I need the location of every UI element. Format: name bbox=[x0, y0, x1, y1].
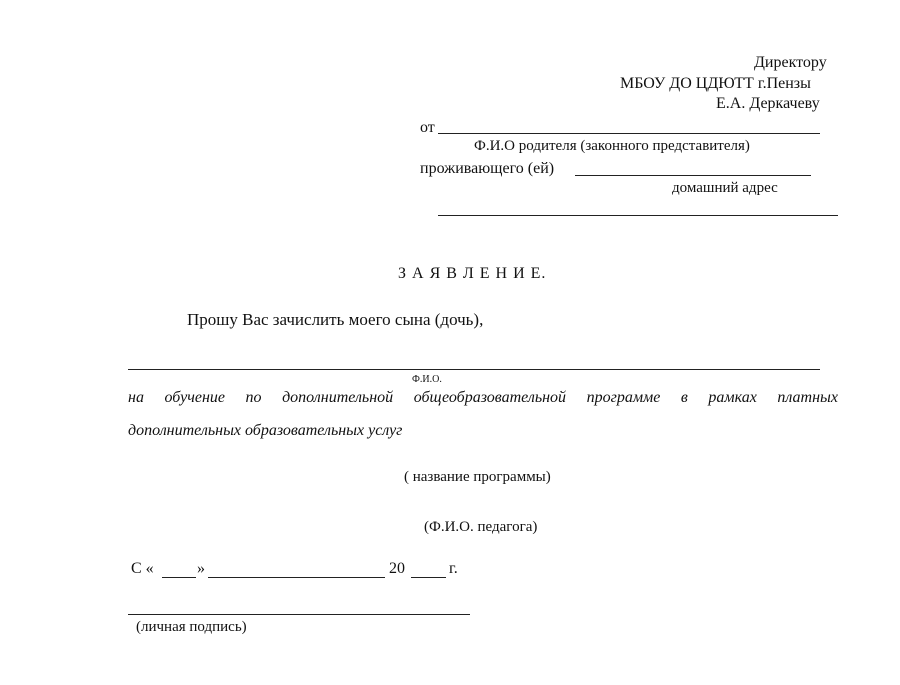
from-label: от bbox=[420, 119, 435, 136]
residing-label: проживающего (ей) bbox=[420, 160, 555, 177]
signature-caption: (личная подпись) bbox=[136, 619, 247, 635]
study-word: дополнительной bbox=[282, 389, 394, 406]
addressee-name: Е.А. Деркачеву bbox=[716, 95, 820, 112]
study-line-2: дополнительных образовательных услуг bbox=[128, 422, 403, 439]
study-word: обучение bbox=[164, 389, 225, 406]
addressee-title: Директору bbox=[754, 54, 827, 71]
date-year-line bbox=[411, 577, 446, 578]
study-word: в bbox=[680, 389, 688, 406]
addressee-organization: МБОУ ДО ЦДЮТТ г.Пензы bbox=[620, 75, 811, 92]
study-word: рамках bbox=[708, 389, 757, 406]
program-caption: ( название программы) bbox=[404, 469, 551, 485]
date-year-prefix: 20 bbox=[389, 560, 405, 577]
study-line-1 bbox=[128, 389, 838, 407]
address-line-2 bbox=[438, 215, 838, 216]
parent-name-caption: Ф.И.О родителя (законного представителя) bbox=[474, 138, 750, 154]
study-word: на bbox=[128, 389, 144, 406]
study-word: по bbox=[245, 389, 262, 406]
document-title: З А Я В Л Е Н И Е. bbox=[398, 265, 547, 282]
date-day-line bbox=[162, 577, 196, 578]
study-word: общеобразовательной bbox=[413, 389, 567, 406]
signature-line bbox=[128, 614, 470, 615]
address-caption: домашний адрес bbox=[672, 180, 778, 196]
parent-name-line bbox=[438, 133, 820, 134]
teacher-caption: (Ф.И.О. педагога) bbox=[424, 519, 538, 535]
address-line-1 bbox=[575, 175, 811, 176]
request-text: Прошу Вас зачислить моего сына (дочь), bbox=[187, 310, 484, 329]
child-name-caption: Ф.И.О. bbox=[412, 374, 442, 385]
study-word: программе bbox=[586, 389, 661, 406]
date-year-suffix: г. bbox=[449, 560, 458, 577]
child-name-line bbox=[128, 369, 820, 370]
date-close-quote: » bbox=[197, 560, 205, 577]
date-month-line bbox=[208, 577, 385, 578]
date-prefix: С « bbox=[131, 560, 154, 577]
study-word: платных bbox=[777, 389, 838, 406]
